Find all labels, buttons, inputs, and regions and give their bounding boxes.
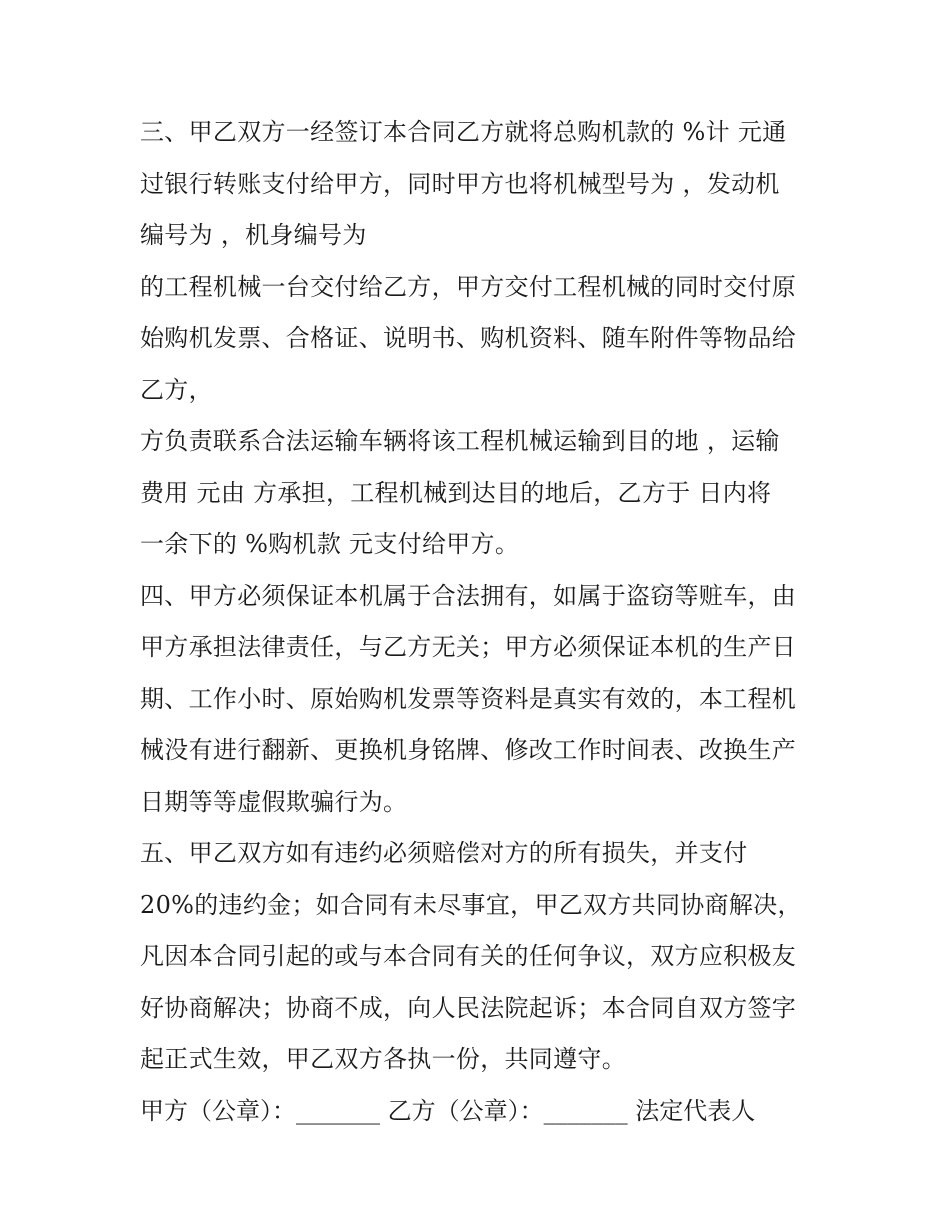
- text-line: 起正式生效，甲乙双方各执一份，共同遵守。: [140, 1045, 626, 1073]
- text-line: 甲方承担法律责任，与乙方无关；甲方必须保证本机的生产日: [140, 633, 797, 661]
- text-line: 期、工作小时、原始购机发票等资料是真实有效的，本工程机: [140, 684, 797, 713]
- text-line: 过银行转账支付给甲方，同时甲方也将机械型号为 ，发动机: [140, 169, 780, 198]
- text-line: 20%的违约金；如合同有未尽事宜，甲乙双方共同协商解决，: [140, 890, 802, 919]
- text-line: 一余下的 %购机款 元支付给甲方。: [140, 530, 520, 558]
- text-line: 四、甲方必须保证本机属于合法拥有，如属于盗窃等赃车，由: [140, 581, 797, 610]
- text-line: 好协商解决；协商不成，向人民法院起诉；本合同自双方签字: [140, 993, 797, 1022]
- text-line: 凡因本合同引起的或与本合同有关的任何争议，双方应积极友: [140, 942, 797, 970]
- text-line: 五、甲乙双方如有违约必须赔偿对方的所有损失，并支付: [140, 839, 748, 867]
- text-line: 械没有进行翻新、更换机身铭牌、修改工作时间表、改换生产: [140, 736, 797, 764]
- text-line: 费用 元由 方承担，工程机械到达目的地后，乙方于 日内将: [140, 478, 772, 507]
- text-line: 日期等等虚假欺骗行为。: [140, 787, 408, 816]
- signature-line: 甲方（公章）：_______ 乙方（公章）：_______ 法定代表人: [140, 1096, 756, 1125]
- text-line: 三、甲乙双方一经签订本合同乙方就将总购机款的 %计 元通: [140, 118, 787, 146]
- text-line: 方负责联系合法运输车辆将该工程机械运输到目的地 ，运输: [140, 427, 780, 455]
- text-line: 乙方，: [140, 375, 213, 404]
- text-line: 编号为 ，机身编号为: [140, 221, 367, 249]
- contract-page: [140, 107, 820, 1137]
- text-line: 的工程机械一台交付给乙方，甲方交付工程机械的同时交付原: [140, 272, 797, 301]
- text-line: 始购机发票、合格证、说明书、购机资料、随车附件等物品给: [140, 324, 797, 352]
